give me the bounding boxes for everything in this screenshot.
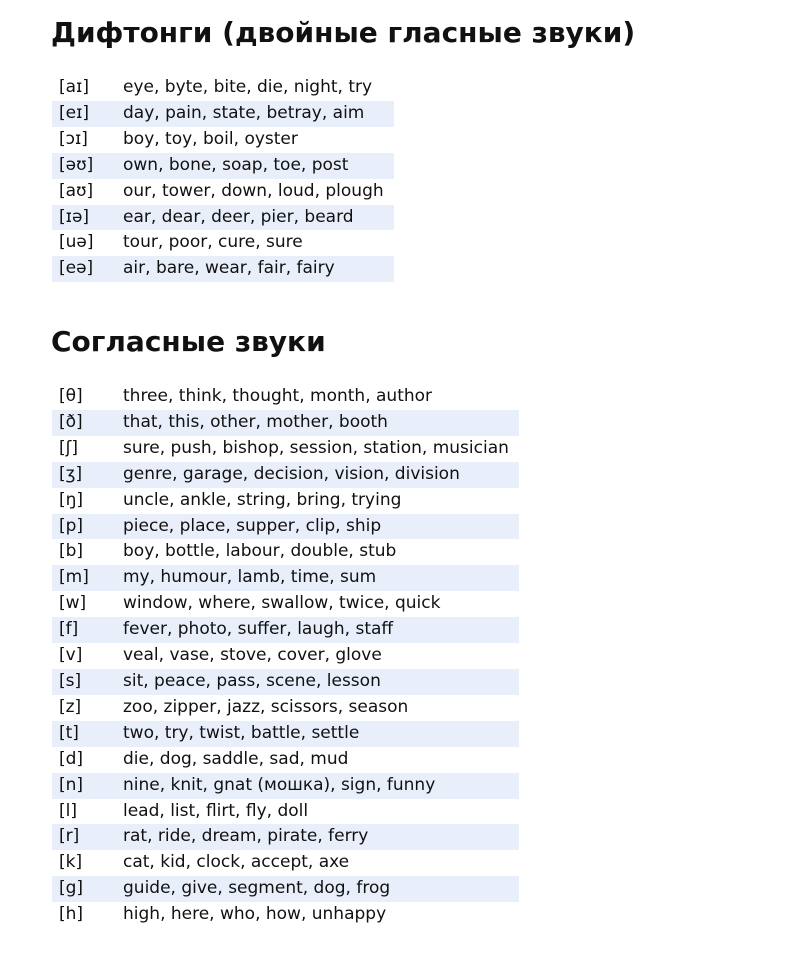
table-row — [52, 101, 394, 127]
sound-symbol: [r] — [52, 824, 123, 850]
table-row — [52, 773, 519, 799]
example-words: lead, list, flirt, fly, doll — [123, 800, 309, 821]
example-words: boy, toy, boil, oyster — [123, 128, 298, 149]
sound-symbol: [f] — [52, 617, 123, 643]
table-row — [52, 462, 519, 488]
table-row — [52, 591, 519, 617]
consonants-table — [52, 384, 519, 928]
table-row — [52, 153, 394, 179]
example-words: day, pain, state, betray, aim — [123, 101, 394, 127]
table-row — [52, 436, 519, 462]
sound-symbol: [ð] — [52, 410, 123, 436]
consonants-title: Согласные звуки — [51, 325, 326, 358]
table-row — [52, 643, 519, 669]
table-row — [52, 256, 394, 282]
sound-symbol: [n] — [52, 773, 123, 799]
sound-symbol: [aʊ] — [59, 180, 94, 201]
example-words: sit, peace, pass, scene, lesson — [123, 669, 519, 695]
example-words: veal, vase, stove, cover, glove — [123, 645, 382, 666]
sound-symbol: [v] — [59, 645, 83, 666]
example-words: air, bare, wear, fair, fairy — [123, 256, 394, 282]
table-row — [52, 539, 519, 565]
example-words: my, humour, lamb, time, sum — [123, 565, 519, 591]
sound-symbol: [p] — [52, 514, 123, 540]
sound-symbol: [w] — [59, 593, 87, 614]
sound-symbol: [ʃ] — [59, 437, 78, 458]
example-words: eye, byte, bite, die, night, try — [123, 77, 373, 97]
sound-symbol: [uə] — [59, 232, 94, 253]
sound-symbol: [ɪə] — [52, 205, 123, 231]
sound-symbol: [θ] — [59, 386, 83, 406]
table-row — [52, 230, 394, 256]
sound-symbol: [aɪ] — [59, 77, 89, 97]
example-words: nine, knit, gnat (мошка), sign, funny — [123, 773, 519, 799]
sound-symbol: [əʊ] — [52, 153, 123, 179]
table-row — [52, 127, 394, 153]
example-words: fever, photo, suffer, laugh, staff — [123, 617, 519, 643]
sound-symbol: [h] — [59, 904, 84, 925]
table-row — [52, 179, 394, 205]
example-words: window, where, swallow, twice, quick — [123, 593, 441, 614]
example-words: ear, dear, deer, pier, beard — [123, 205, 394, 231]
sound-symbol: [eə] — [52, 256, 123, 282]
sound-symbol: [t] — [52, 721, 123, 747]
diphthongs-title: Дифтонги (двойные гласные звуки) — [51, 16, 636, 49]
sound-symbol: [z] — [59, 696, 82, 717]
sound-symbol: [l] — [59, 800, 77, 821]
sound-symbol: [g] — [52, 876, 123, 902]
table-row — [52, 747, 519, 773]
sound-symbol: [b] — [59, 541, 84, 562]
example-words: guide, give, segment, dog, frog — [123, 876, 519, 902]
table-row — [52, 669, 519, 695]
example-words: piece, place, supper, clip, ship — [123, 514, 519, 540]
example-words: genre, garage, decision, vision, division — [123, 462, 519, 488]
example-words: sure, push, bishop, session, station, musician — [123, 437, 509, 458]
table-row — [52, 850, 519, 876]
table-row — [52, 384, 519, 410]
consonants-table-body — [52, 384, 519, 928]
example-words: that, this, other, mother, booth — [123, 410, 519, 436]
sound-symbol: [eɪ] — [52, 101, 123, 127]
table-row — [52, 617, 519, 643]
table-row — [52, 75, 394, 101]
table-row — [52, 876, 519, 902]
example-words: three, think, thought, month, author — [123, 386, 433, 406]
table-row — [52, 410, 519, 436]
table-row — [52, 205, 394, 231]
table-row — [52, 488, 519, 514]
diphthongs-table — [52, 75, 394, 282]
table-row — [52, 514, 519, 540]
table-row — [52, 824, 519, 850]
example-words: own, bone, soap, toe, post — [123, 153, 394, 179]
example-words: high, here, who, how, unhappy — [123, 904, 387, 925]
example-words: tour, poor, cure, sure — [123, 232, 303, 253]
sound-symbol: [ŋ] — [59, 489, 84, 510]
sound-symbol: [ʒ] — [52, 462, 123, 488]
example-words: die, dog, saddle, sad, mud — [123, 748, 349, 769]
example-words: our, tower, down, loud, plough — [123, 180, 384, 201]
sound-symbol: [s] — [52, 669, 123, 695]
example-words: boy, bottle, labour, double, stub — [123, 541, 397, 562]
table-row — [52, 721, 519, 747]
diphthongs-table-body — [52, 75, 394, 282]
table-row — [52, 565, 519, 591]
sound-symbol: [m] — [52, 565, 123, 591]
example-words: rat, ride, dream, pirate, ferry — [123, 824, 519, 850]
sound-symbol: [ɔɪ] — [59, 128, 88, 149]
example-words: two, try, twist, battle, settle — [123, 721, 519, 747]
sound-symbol: [k] — [59, 852, 83, 873]
sound-symbol: [d] — [59, 748, 84, 769]
table-row — [52, 902, 519, 928]
example-words: uncle, ankle, string, bring, trying — [123, 489, 402, 510]
example-words: zoo, zipper, jazz, scissors, season — [123, 696, 409, 717]
table-row — [52, 799, 519, 825]
example-words: cat, kid, clock, accept, axe — [123, 852, 350, 873]
table-row — [52, 695, 519, 721]
